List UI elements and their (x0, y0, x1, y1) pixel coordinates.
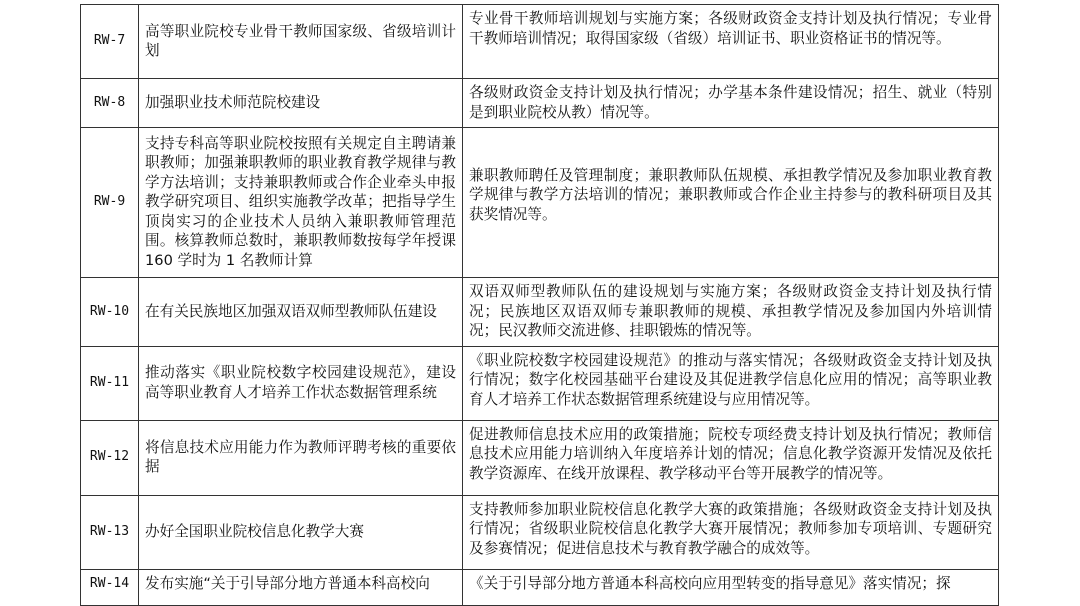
table-row (81, 278, 999, 347)
task-description-cell: 支持专科高等职业院校按照有关规定自主聘请兼职教师；加强兼职教师的职业教育教学规律与教学方法培训；支持兼职教师或合作企业牵头申报教学研究项目、组织实施教学改革；把指导学生顶岗实习的企业技术人员纳入兼职教师管理范围。核算教师总数时，兼职教师数按每学年授课 160 学时为 1 名教师计算 (139, 128, 463, 278)
task-description-cell: 办好全国职业院校信息化教学大赛 (139, 495, 463, 569)
task-description-cell: 发布实施“关于引导部分地方普通本科高校向 (139, 569, 463, 605)
evidence-cell: 各级财政资金支持计划及执行情况；办学基本条件建设情况；招生、就业（特别是到职业院校从教）情况等。 (463, 79, 999, 128)
task-id-cell: RW-14 (81, 569, 139, 605)
task-evidence-table (80, 4, 999, 606)
task-id-cell: RW-11 (81, 346, 139, 420)
task-id-cell: RW-8 (81, 79, 139, 128)
task-id-cell: RW-10 (81, 278, 139, 347)
table-row (81, 346, 999, 420)
table-row (81, 495, 999, 569)
evidence-cell: 《职业院校数字校园建设规范》的推动与落实情况；各级财政资金支持计划及执行情况；数字化校园基础平台建设及其促进教学信息化应用的情况；高等职业教育人才培养工作状态数据管理系统建设与应用情况等。 (463, 346, 999, 420)
table-row (81, 79, 999, 128)
task-id-cell: RW-9 (81, 128, 139, 278)
task-description-cell: 加强职业技术师范院校建设 (139, 79, 463, 128)
task-id-cell: RW-7 (81, 5, 139, 79)
evidence-cell (463, 128, 999, 278)
table-row (81, 420, 999, 495)
task-evidence-table-page (80, 4, 998, 606)
table-row (81, 128, 999, 278)
task-description-cell: 推动落实《职业院校数字校园建设规范》，建设高等职业教育人才培养工作状态数据管理系统 (139, 346, 463, 420)
table-row (81, 569, 999, 605)
task-description-cell: 将信息技术应用能力作为教师评聘考核的重要依据 (139, 420, 463, 495)
evidence-cell: 《关于引导部分地方普通本科高校向应用型转变的指导意见》落实情况；探 (463, 569, 999, 605)
evidence-cell: 促进教师信息技术应用的政策措施；院校专项经费支持计划及执行情况；教师信息技术应用能力培训纳入年度培养计划的情况；信息化教学资源开发情况及依托教学资源库、在线开放课程、教学移动平台等开展教学的情况等。 (463, 420, 999, 495)
task-description-cell: 高等职业院校专业骨干教师国家级、省级培训计划 (139, 5, 463, 79)
evidence-cell: 支持教师参加职业院校信息化教学大赛的政策措施；各级财政资金支持计划及执行情况；省级职业院校信息化教学大赛开展情况；教师参加专项培训、专题研究及参赛情况；促进信息技术与教育教学融合的成效等。 (463, 495, 999, 569)
evidence-cell: 双语双师型教师队伍的建设规划与实施方案；各级财政资金支持计划及执行情况；民族地区双语双师专兼职教师的规模、承担教学情况及参加国内外培训情况；民汉教师交流进修、挂职锻炼的情况等。 (463, 278, 999, 347)
task-description-cell: 在有关民族地区加强双语双师型教师队伍建设 (139, 278, 463, 347)
task-id-cell: RW-13 (81, 495, 139, 569)
evidence-cell: 专业骨干教师培训规划与实施方案；各级财政资金支持计划及执行情况；专业骨干教师培训情况；取得国家级（省级）培训证书、职业资格证书的情况等。 (463, 5, 999, 79)
evidence-text: 兼职教师聘任及管理制度；兼职教师队伍规模、承担教学情况及参加职业教育教学规律与教学方法培训的情况；兼职教师或合作企业主持参与的教科研项目及其获奖情况等。 (469, 166, 992, 223)
table-row (81, 5, 999, 79)
task-id-cell: RW-12 (81, 420, 139, 495)
